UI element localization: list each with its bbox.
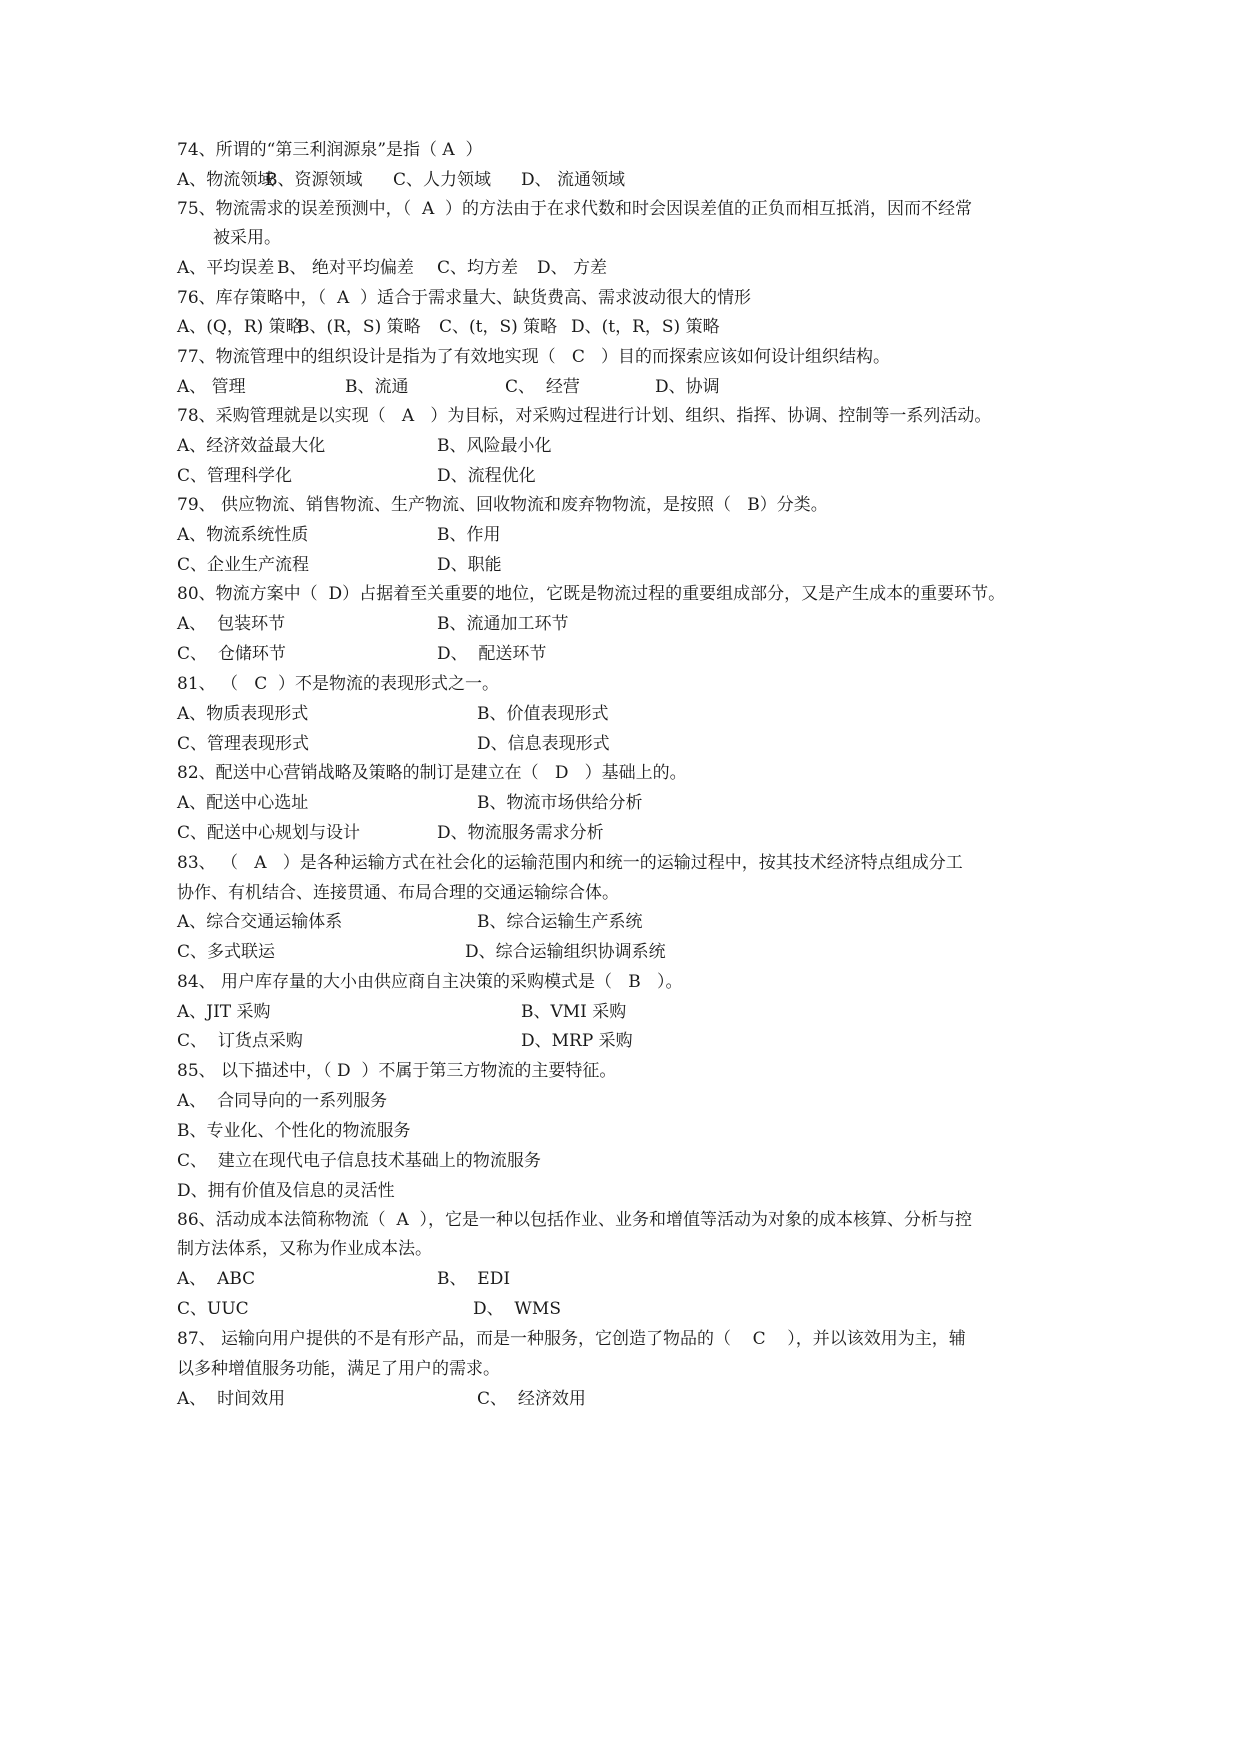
question-87-cont: 以多种增值服务功能，满足了用户的需求。 xyxy=(177,1359,500,1379)
question-83: 83、 （ A ）是各种运输方式在社会化的运输范围内和统一的运输过程中，按其技术经济特点组成分工 xyxy=(177,853,963,873)
question-84: 84、 用户库存量的大小由供应商自主决策的采购模式是（ B ）。 xyxy=(177,972,683,992)
question-76: 76、库存策略中，（ A ）适合于需求量大、缺货费高、需求波动很大的情形 xyxy=(177,288,752,308)
options-79-row1: A、物流系统性质 B、作用 xyxy=(177,525,501,545)
options-86-row1: A、 ABC B、 EDI xyxy=(177,1269,511,1289)
options-76: A、(Q，R) 策略B、(R，S) 策略 C、(t，S) 策略 D、(t，R，S) 策略 xyxy=(177,317,720,337)
options-81-row2: C、管理表现形式 D、信息表现形式 xyxy=(177,734,610,754)
options-87: A、 时间效用 C、 经济效用 xyxy=(177,1389,586,1409)
options-81-row1: A、物质表现形式 B、价值表现形式 xyxy=(177,704,609,724)
question-85: 85、 以下描述中，（ D ）不属于第三方物流的主要特征。 xyxy=(177,1061,617,1081)
question-75: 75、物流需求的误差预测中，（ A ）的方法由于在求代数和时会因误差值的正负而相互抵消，因而不经常 xyxy=(177,199,973,219)
option-85-d: D、拥有价值及信息的灵活性 xyxy=(177,1181,395,1201)
question-86-cont: 制方法体系，又称为作业成本法。 xyxy=(177,1239,432,1259)
options-74: A、物流领域B、资源领域 C、人力领域 D、 流通领域 xyxy=(177,170,626,190)
option-85-a: A、 合同导向的一系列服务 xyxy=(177,1091,388,1111)
options-78-row1: A、经济效益最大化 B、风险最小化 xyxy=(177,436,552,456)
options-75: A、平均误差 B、 绝对平均偏差 C、均方差 D、 方差 xyxy=(177,258,608,278)
options-84-row2: C、 订货点采购 D、MRP 采购 xyxy=(177,1031,633,1051)
question-78: 78、采购管理就是以实现（ A ）为目标，对采购过程进行计划、组织、指挥、协调、控制等一系列活动。 xyxy=(177,406,992,426)
option-85-c: C、 建立在现代电子信息技术基础上的物流服务 xyxy=(177,1151,541,1171)
options-82-row2: C、配送中心规划与设计 D、物流服务需求分析 xyxy=(177,823,604,843)
options-77: A、 管理 B、流通 C、 经营 D、协调 xyxy=(177,377,720,397)
options-83-row2: C、多式联运 D、综合运输组织协调系统 xyxy=(177,942,666,962)
options-80-row2: C、 仓储环节 D、 配送环节 xyxy=(177,644,547,664)
option-85-b: B、专业化、个性化的物流服务 xyxy=(177,1121,411,1141)
options-80-row1: A、 包装环节 B、流通加工环节 xyxy=(177,614,569,634)
options-78-row2: C、管理科学化 D、流程优化 xyxy=(177,466,536,486)
question-74: 74、所谓的“第三利润源泉”是指（ A ） xyxy=(177,140,483,160)
question-81: 81、 （ C ）不是物流的表现形式之一。 xyxy=(177,674,500,694)
question-80: 80、物流方案中（ D）占据着至关重要的地位，它既是物流过程的重要组成部分，又是产生成本的重要环节。 xyxy=(177,584,1006,604)
options-86-row2: C、UUC D、 WMS xyxy=(177,1299,561,1319)
question-83-cont: 协作、有机结合、连接贯通、布局合理的交通运输综合体。 xyxy=(177,883,619,903)
question-87: 87、 运输向用户提供的不是有形产品，而是一种服务，它创造了物品的（ C ），并以该效用为主，辅 xyxy=(177,1329,966,1349)
options-82-row1: A、配送中心选址 B、物流市场供给分析 xyxy=(177,793,643,813)
question-77: 77、物流管理中的组织设计是指为了有效地实现（ C ）目的而探索应该如何设计组织结构。 xyxy=(177,347,891,367)
question-86: 86、活动成本法简称物流（ A ），它是一种以包括作业、业务和增值等活动为对象的成本核算、分析与控 xyxy=(177,1210,973,1230)
question-79: 79、 供应物流、销售物流、生产物流、回收物流和废弃物物流，是按照（ B）分类。 xyxy=(177,495,828,515)
options-84-row1: A、JIT 采购 B、VMI 采购 xyxy=(177,1002,627,1022)
question-75-cont: 被采用。 xyxy=(213,228,281,248)
question-82: 82、配送中心营销战略及策略的制订是建立在（ D ）基础上的。 xyxy=(177,763,687,783)
options-79-row2: C、企业生产流程 D、职能 xyxy=(177,555,502,575)
options-83-row1: A、综合交通运输体系 B、综合运输生产系统 xyxy=(177,912,643,932)
